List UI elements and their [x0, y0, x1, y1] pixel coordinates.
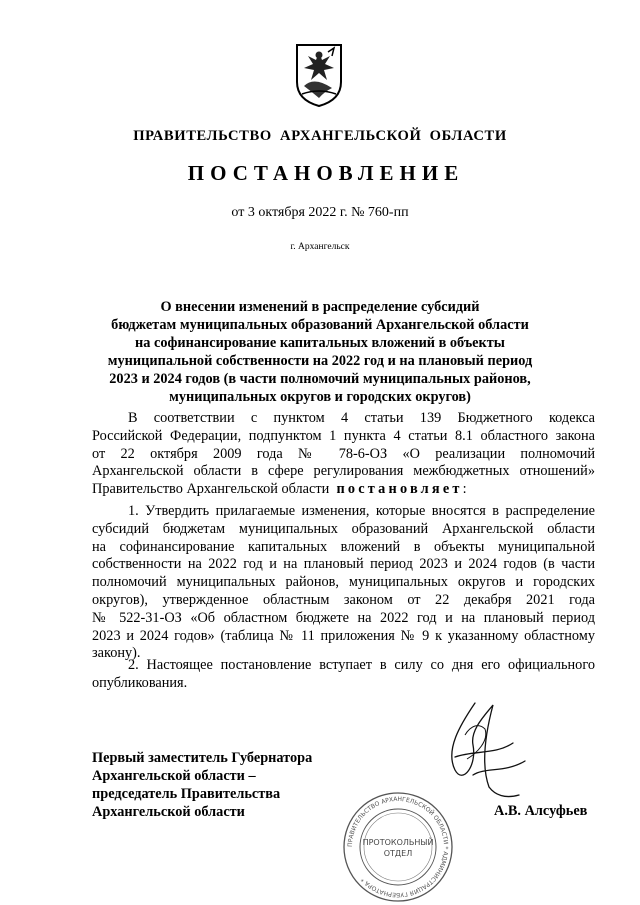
position-line: Архангельской области –	[92, 768, 256, 784]
text-line: субсидий бюджетам муниципальных образований Архангельской области	[92, 520, 595, 537]
title-line: на софинансирование капитальных вложений в объекты	[135, 335, 505, 351]
text-line: 2023 и 2024 годов» (таблица № 11 приложения № 9 к указанному областному	[92, 627, 595, 644]
text-line: 1. Утвердить прилагаемые изменения, которые вносятся в распределение	[128, 503, 595, 519]
title-line: муниципальных округов и городских округов)	[169, 389, 471, 405]
text-line: округов), утвержденное областным законом от 22 декабря 2021 года	[92, 591, 595, 608]
document-title	[0, 298, 640, 406]
stamp-center-line-2: ОТДЕЛ	[383, 849, 413, 858]
resolves-colon: :	[462, 481, 467, 498]
text-line: 2. Настоящее постановление вступает в силу со дня его официального	[128, 657, 595, 673]
item-1-paragraph	[92, 503, 595, 663]
item-2-paragraph	[92, 657, 595, 693]
signatory-position	[92, 749, 312, 821]
text-line: Архангельской области в сфере регулирования межбюджетных отношений»	[92, 463, 595, 480]
coat-of-arms-icon	[294, 42, 344, 108]
document-type: ПОСТАНОВЛЕНИЕ	[187, 161, 465, 185]
stamp-ring-text: ПРАВИТЕЛЬСТВО АРХАНГЕЛЬСКОЙ ОБЛАСТИ * АДМИНИСТРАЦИЯ ГУБЕРНАТОРА *	[346, 795, 450, 899]
date-number: от 3 октября 2022 г. № 760-пп	[231, 205, 409, 220]
signatory-name: А.В. Алсуфьев	[494, 803, 588, 819]
text-line: собственности на 2022 год и на плановый период 2023 и 2024 годов (в части	[92, 556, 595, 573]
text-line: на софинансирование капитальных вложений в объекты муниципальной	[92, 538, 595, 555]
position-line: председатель Правительства	[92, 786, 281, 802]
intro-last: Правительство Архангельской области	[92, 481, 330, 498]
government-name: ПРАВИТЕЛЬСТВО АРХАНГЕЛЬСКОЙ ОБЛАСТИ	[133, 128, 507, 144]
position-line: Архангельской области	[92, 804, 245, 820]
intro-paragraph	[92, 410, 595, 499]
title-line: муниципальной собственности на 2022 год и на плановый период	[107, 353, 533, 369]
title-line: О внесении изменений в распределение субсидий	[160, 299, 480, 315]
text-line: полномочий муниципальных районов, муниципальных округов и городских	[92, 574, 595, 591]
resolves-word: постановляет	[336, 481, 463, 498]
text-line: закону).	[92, 645, 141, 662]
text-line: Российской Федерации, подпунктом 1 пункта 4 статьи 8.1 областного закона	[92, 427, 595, 444]
official-stamp	[333, 790, 463, 905]
text-line: от 22 октября 2009 года № 78-6-ОЗ «О реализации полномочий	[92, 445, 595, 462]
title-line: 2023 и 2024 годов (в части полномочий муниципальных районов,	[109, 371, 531, 387]
title-line: бюджетам муниципальных образований Архангельской области	[111, 317, 529, 333]
text-line	[92, 481, 595, 499]
city: г. Архангельск	[290, 242, 350, 252]
handwritten-signature	[415, 695, 535, 805]
text-line: № 522-31-ОЗ «Об областном бюджете на 2022 год и на плановый период	[92, 609, 595, 626]
text-line: В соответствии с пунктом 4 статьи 139 Бюджетного кодекса	[128, 410, 595, 426]
position-line: Первый заместитель Губернатора	[92, 750, 313, 766]
stamp-center-line-1: ПРОТОКОЛЬНЫЙ	[362, 838, 434, 847]
text-line: опубликования.	[92, 674, 188, 691]
